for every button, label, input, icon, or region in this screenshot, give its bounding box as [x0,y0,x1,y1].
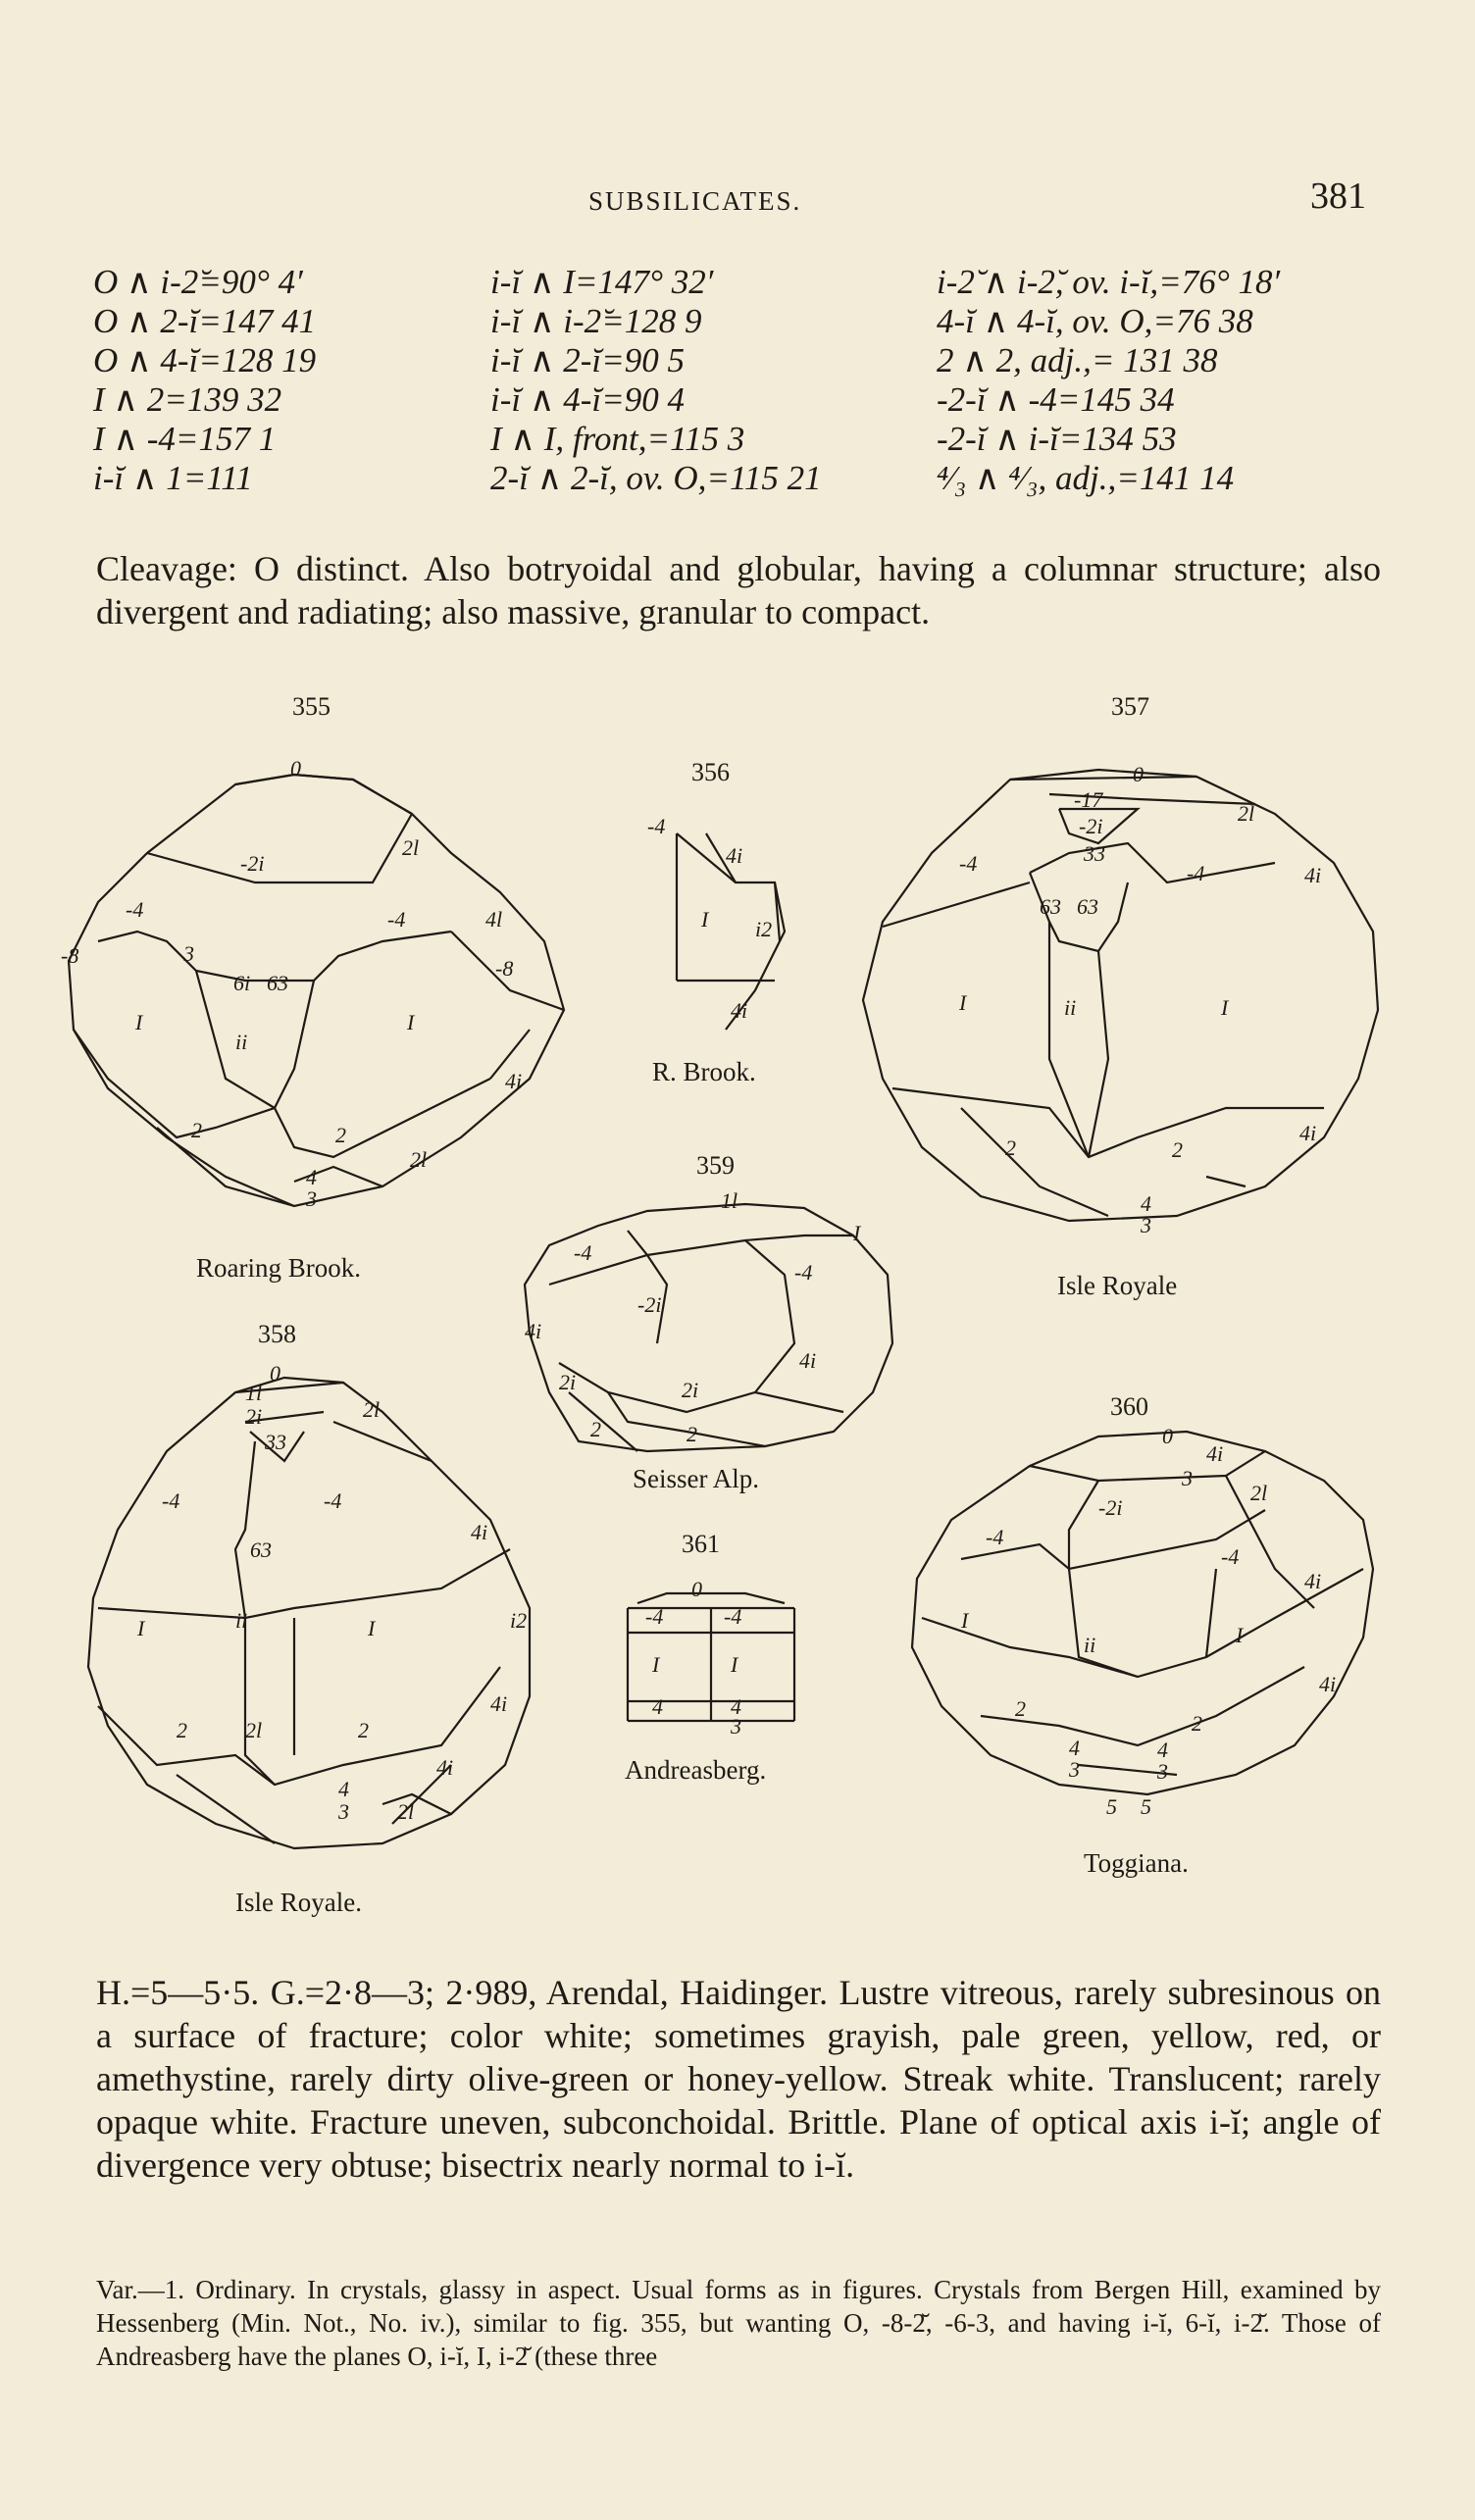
face-label: 2l [1238,801,1255,826]
face-label: -2i [240,851,265,876]
face-label: 2i [682,1378,699,1402]
face-label: 4i [1299,1121,1317,1145]
angle-cell: i-ĭ ∧ 2-ĭ=90 5 [490,341,685,379]
face-label: 2l [402,835,420,860]
face-label: 2l [363,1397,381,1422]
figure-number: 356 [691,758,730,786]
face-label: 0 [290,756,301,781]
face-label: 2 [335,1123,346,1147]
angle-cell: I ∧ -4=157 1 [93,420,277,458]
face-label: I [1236,1623,1244,1647]
running-header: SUBSILICATES. [588,186,802,216]
figure-number: 360 [1110,1392,1148,1421]
properties-paragraph [96,1971,1381,2187]
face-label: 4 [1141,1191,1151,1216]
face-label: i2 [510,1608,528,1633]
face-label: 5 [1106,1794,1117,1819]
face-label: I [135,1010,143,1034]
face-label: -4 [1221,1544,1240,1569]
face-label: 2 [358,1718,369,1742]
face-label: 4i [525,1319,542,1343]
angle-cell: i-2̆ ∧ i-2̆, ov. i-ĭ,=76° 18′ [937,263,1281,301]
face-label: 5 [1141,1794,1151,1819]
face-label: 0 [691,1577,702,1601]
angle-cell: I ∧ 2=139 32 [93,380,282,419]
face-label: I [1221,995,1229,1020]
face-label: I [959,990,967,1015]
face-label: I [652,1652,660,1677]
face-label: 2l [1250,1481,1268,1505]
page-number: 381 [1310,176,1366,217]
angle-cell: i-ĭ ∧ I=147° 32′ [490,263,714,301]
face-label: 4l [485,907,503,932]
properties-text: H.=5—5·5. G.=2·8—3; 2·989, Arendal, Haidinger. Lustre vitreous, rarely subresinous on a surface of fracture; color white; sometimes grayish, pale green, yellow, red, or amethystine, rarely dirty olive-green or honey-yellow. Streak white. Translucent; rarely opaque white. Fracture uneven, subconchoidal. Brittle. Plane of optical axis i-ĭ; angle of divergence very obtuse; bisectrix nearly normal to i-ĭ. [96,1973,1381,2185]
face-label: 4i [505,1069,523,1093]
face-label: -2i [637,1292,662,1317]
face-label: 2 [1192,1711,1202,1736]
face-label: -17 [1074,787,1103,812]
face-label: 2i [245,1404,263,1429]
figure-caption: Toggiana. [1084,1848,1189,1878]
face-label: 63 [1040,894,1061,919]
face-label: I [701,907,709,932]
figure-number: 355 [292,692,331,721]
face-label: 3 [306,1186,317,1211]
angle-cell: I ∧ I, front,=115 3 [490,420,745,458]
face-label: 3 [1182,1466,1193,1490]
face-label: 2l [397,1799,415,1824]
figure-caption: Isle Royale [1057,1271,1178,1300]
face-label: -2i [1079,814,1103,838]
angle-cell: -2-ĭ ∧ -4=145 34 [937,380,1175,419]
face-label: -8 [61,943,79,968]
face-label: -4 [986,1525,1004,1549]
angle-cell: i-ĭ ∧ i-2̆=128 9 [490,302,702,340]
face-label: -4 [574,1240,592,1265]
figure-360-drawing [912,1432,1373,1794]
figure-caption: R. Brook. [652,1057,756,1086]
angle-cell: i-ĭ ∧ 4-ĭ=90 4 [490,380,685,419]
face-label: 63 [267,971,288,995]
face-label: 3 [1141,1213,1151,1237]
face-label: 4i [436,1755,454,1780]
face-label: 0 [270,1361,280,1386]
angle-cell: ⁴⁄₃ ∧ ⁴⁄₃, adj.,=141 14 [937,459,1235,497]
face-label: ii [235,1030,248,1054]
face-label: i2 [755,917,773,941]
face-label: -8 [495,956,514,981]
figure-caption: Isle Royale. [235,1888,362,1917]
face-label: 6i [233,971,251,995]
figure-358-drawing [88,1378,530,1848]
face-label: -4 [162,1488,180,1513]
face-label: 4i [471,1520,488,1544]
angle-cell: i-ĭ ∧ 1=111 [93,459,253,497]
face-label: 33 [265,1430,286,1454]
face-label: 4 [1157,1738,1168,1762]
face-label: 0 [1133,762,1144,786]
angle-cell: O ∧ i-2̆=90° 4′ [93,263,303,301]
face-label: 4 [306,1165,317,1189]
face-label: 63 [1077,894,1098,919]
face-label: 4i [1304,863,1322,887]
face-label: 3 [338,1799,349,1824]
face-label: ii [235,1608,248,1633]
face-label: I [961,1608,969,1633]
face-label: I [137,1616,145,1640]
face-label: -4 [724,1604,742,1629]
face-label: 4 [731,1694,741,1719]
face-label: 4i [1304,1569,1322,1593]
face-label: 3 [731,1714,741,1739]
angle-cell: -2-ĭ ∧ i-ĭ=134 53 [937,420,1177,458]
face-label: 2l [245,1718,263,1742]
face-label: ii [1064,995,1077,1020]
face-label: I [731,1652,738,1677]
face-label: 4i [731,998,748,1023]
figure-355-drawing [69,775,564,1206]
face-label: -2i [1098,1495,1123,1520]
face-label: 2 [1015,1696,1026,1721]
angle-cell: 4-ĭ ∧ 4-ĭ, ov. O,=76 38 [937,302,1253,340]
varieties-paragraph [96,2273,1381,2373]
face-label: -4 [126,897,144,922]
face-label: 3 [1069,1757,1080,1782]
face-label: 4i [1206,1441,1224,1466]
face-label: -4 [1187,861,1205,885]
figure-caption: Roaring Brook. [196,1253,361,1283]
face-label: 2 [1005,1135,1016,1160]
face-label: 3 [183,941,194,966]
face-label: 3 [1157,1759,1168,1784]
face-label: -4 [647,814,666,838]
face-label: -4 [387,907,406,932]
face-label: 4i [799,1348,817,1373]
face-label: 4 [652,1694,663,1719]
figure-357-drawing [863,770,1378,1221]
face-label: ii [1084,1633,1096,1657]
face-label: 2 [177,1718,187,1742]
face-label: 63 [250,1537,272,1562]
face-label: 0 [1162,1424,1173,1448]
face-label: -4 [645,1604,664,1629]
figure-caption: Andreasberg. [625,1755,767,1785]
figure-caption: Seisser Alp. [633,1464,760,1493]
face-label: 2i [559,1370,577,1394]
angle-cell: O ∧ 4-ĭ=128 19 [93,341,317,379]
face-label: I [407,1010,415,1034]
figure-number: 361 [682,1530,720,1558]
angle-cell: 2 ∧ 2, adj.,= 131 38 [937,341,1218,379]
figure-number: 359 [696,1151,735,1180]
face-label: -4 [794,1260,813,1285]
face-label: 1l [245,1381,263,1405]
face-label: -4 [324,1488,342,1513]
varieties-text: Var.—1. Ordinary. In crystals, glassy in aspect. Usual forms as in figures. Crystals from Bergen Hill, examined by Hessenberg (Min. Not., No. iv.), similar to fig. 355, but wanting O, -8-2̆, -6-3, and having i-ĭ, 6-ĭ, i-2̆. Those of Andreasberg have the planes O, i-ĭ, I, i-2̆ (these three [96,2275,1381,2371]
face-label: 2l [410,1147,428,1172]
face-label: 2 [590,1417,601,1441]
angle-cell: 2-ĭ ∧ 2-ĭ, ov. O,=115 21 [490,459,822,497]
face-label: 4i [726,843,743,868]
face-label: -4 [959,851,978,876]
face-label: 2 [687,1422,697,1446]
face-label: I [853,1221,861,1245]
figure-number: 357 [1111,692,1149,721]
face-label: 4 [1069,1736,1080,1760]
face-label: 4i [1319,1672,1337,1696]
face-label: I [368,1616,376,1640]
face-label: 33 [1084,841,1105,866]
face-label: 2 [191,1118,202,1142]
face-label: 2 [1172,1137,1183,1162]
face-label: 1l [721,1188,738,1213]
face-label: 4 [338,1777,349,1801]
face-label: 4i [490,1691,508,1716]
angle-cell: O ∧ 2-ĭ=147 41 [93,302,317,340]
cleavage-text: Cleavage: O distinct. Also botryoidal and globular, having a columnar structure; also divergent and radiating; also massive, granular to compact. [96,549,1381,631]
figure-number: 358 [258,1320,296,1348]
